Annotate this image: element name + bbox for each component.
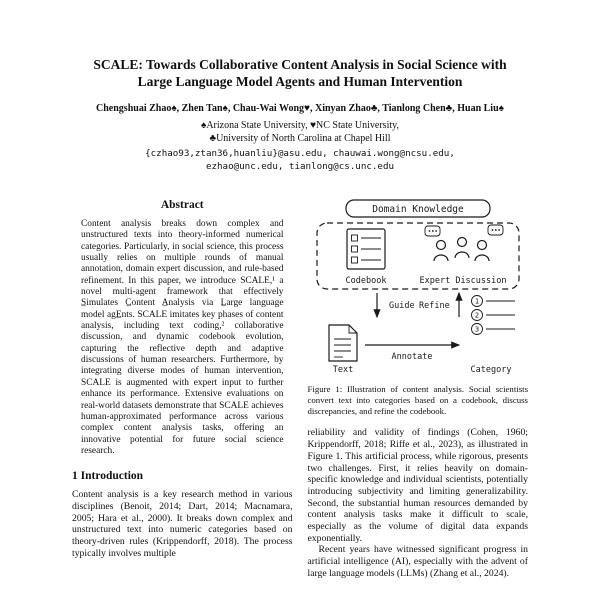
text-label: Text (332, 365, 353, 375)
person-icon (457, 238, 466, 247)
emails-line1: {czhao93,ztan36,huanliu}@asu.edu, chauwai.wong@ncsu.edu, (145, 148, 455, 159)
paper-title (72, 56, 528, 90)
numbered-list-icon (471, 296, 515, 335)
abstract-text: Content analysis breaks down complex and unstructured texts into theory-informed numerical categories. Particularly, in social science, this process usually relies on multiple rounds of manual annotation, domain expert discussion, and rule-based refinement. In this paper, we introduce SCALE,¹ a novel multi-agent framework that effectively S̲imulates C̲ontent A̲nalysis via L̲arge language model agE̲nts. SCALE imitates key phases of content analysis, including text coding,² collaborative discussion, and dynamic codebook evolution, capturing the reflective depth and adaptive discussions of human researchers. Furthermore, by integrating diverse modes of human intervention, SCALE is augmented with expert input to further enhance its performance. Extensive evaluations on real-world datasets demonstrate that SCALE achieves human-approximated performance across various complex content analysis tasks, offering an innovative potential for future social science research. (81, 219, 284, 456)
right-column (308, 197, 529, 580)
content-analysis-diagram (313, 199, 523, 375)
list-number-3: 3 (474, 325, 479, 334)
codebook-icon (347, 229, 385, 269)
emails-line2: ezhao@unc.edu, tianlong@cs.unc.edu (205, 160, 395, 172)
category-label: Category (470, 365, 512, 375)
introduction-paragraph: Content analysis is a key research method in various disciplines (Benoit, 2014; Dart, 2014; Macnamara, 2005; Hara et al., 2000). It breaks down complex and unstructured text into numeric categories based on theory-driven rules (Krippendorff, 2018). The process typically involves multiple (72, 489, 293, 559)
author-list: Chengshuai Zhao♠, Zhen Tan♠, Chau-Wai Wong♥, Xinyan Zhao♣, Tianlong Chen♣, Huan Liu♠ (96, 103, 504, 114)
person-icon (477, 241, 486, 250)
affiliations (72, 119, 528, 145)
experts-icon (425, 225, 503, 261)
codebook-label: Codebook (345, 276, 387, 286)
person-icon (436, 241, 445, 250)
author-emails (72, 148, 528, 173)
two-column-body (72, 197, 528, 580)
expert-discussion-label: Expert Discussion (419, 276, 507, 286)
domain-knowledge-label: Domain Knowledge (371, 204, 464, 215)
affiliation-line2: ♣University of North Carolina at Chapel Hill (209, 133, 391, 144)
figure-1 (308, 199, 529, 416)
guide-label: Guide (388, 301, 415, 311)
body-paragraph: Recent years have witnessed significant progress in artificial intelligence (AI), especially with the advent of large language models (LLMs) (Zhang et al., 2024). (307, 544, 528, 579)
left-column (72, 197, 293, 580)
affiliation-line1: ♠Arizona State University, ♥NC State University, (201, 120, 399, 131)
annotate-label: Annotate (391, 352, 433, 362)
abstract-heading: Abstract (160, 199, 204, 211)
right-column-text (308, 427, 529, 579)
paper-title-line1: SCALE: Towards Collaborative Content Analysis in Social Science with (93, 57, 507, 72)
list-number-2: 2 (474, 311, 479, 320)
figure-1-caption: Figure 1: Illustration of content analysis. Social scientists convert text into categories based on a codebook, discuss discrepancies, and refine the codebook. (307, 384, 528, 416)
refine-label: Refine (418, 301, 450, 311)
domain-knowledge-box (346, 200, 490, 217)
paper-title-line2: Large Language Model Agents and Human Intervention (137, 74, 463, 89)
section-heading-introduction: 1 Introduction (72, 470, 144, 483)
list-number-1: 1 (474, 297, 479, 306)
body-paragraph: reliability and validity of findings (Cohen, 1960; Krippendorff, 2018; Riffe et al., 2023), as illustrated in Figure 1. This artificial process, while rigorous, presents two challenges. First, it relies heavily on domain-specific knowledge and individual scientists, potentially introducing subjectivity and limiting generalizability. Second, the substantial human resources demanded by content analysis tasks make it difficult to scale, especially as the volume of digital data expands exponentially. (307, 427, 528, 544)
document-icon (329, 325, 357, 361)
